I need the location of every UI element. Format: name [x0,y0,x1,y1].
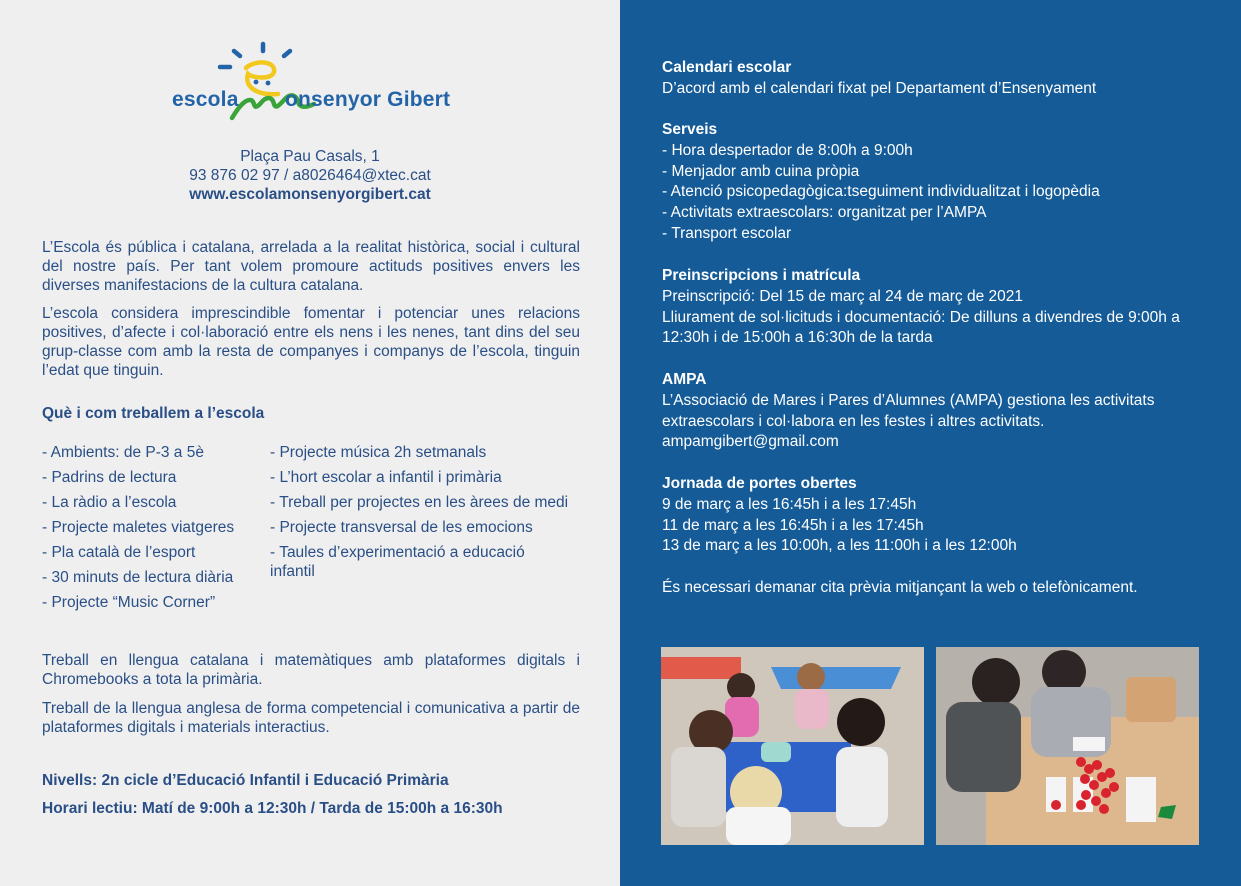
school-logo [168,38,463,128]
list-item: - Taules d’experimentació a educació infantil [270,544,525,580]
work-heading: Què i com treballem a l’escola [42,405,265,422]
photo-children-playing-table [661,647,924,845]
intro-paragraph-1: L’Escola és pública i catalana, arrelada a la realitat històrica, social i cultural del nostre país. Per tant volem promoure actituds positives envers les diverses manifestacions de la cultura catalana. [42,239,580,294]
calendar-text: D’acord amb el calendari fixat pel Departament d’Ensenyament [662,79,1097,97]
intro-paragraph-2: L’escola considera imprescindible fomentar i potenciar unes relacions positives, d’afecte i col·laboració entre els nens i les nenes, tant dins del seu grup-classe com amb la resta de companyes i companys de l’escola, tinguin l’edat que tinguin. [42,305,580,379]
calendar-heading: Calendari escolar [662,59,792,76]
list-item: - Padrins de lectura [42,469,177,486]
ampa-text: L’Associació de Mares i Pares d’Alumnes (AMPA) gestiona les activitats extraescolars i col·labora en les festes i altres activitats. [662,391,1155,430]
enrollment-line-1: Preinscripció: Del 15 de març al 24 de març de 2021 [662,287,1023,305]
list-item: - Treball per projectes en les àrees de medi [270,494,569,511]
levels-line: Nivells: 2n cicle d’Educació Infantil i Educació Primària [42,772,449,789]
address: Plaça Pau Casals, 1 [240,148,380,165]
photo-illustration [936,647,1199,845]
list-item: - Hora despertador de 8:00h a 9:00h [662,141,913,159]
enrollment-section [662,266,1207,349]
digital-paragraph-2: Treball de la llengua anglesa de forma competencial i comunicativa a partir de plataformes digitals i materials interactius. [42,700,580,736]
list-item: - Activitats extraescolars: organitzat per l’AMPA [662,204,987,222]
work-list-column-1 [42,443,267,618]
digital-paragraph-1: Treball en llengua catalana i matemàtiques amb plataformes digitals i Chromebooks a tota la primària. [42,652,580,688]
website-link[interactable]: www.escolamonsenyorgibert.cat [189,186,431,203]
services-heading: Serveis [662,121,718,138]
ampa-heading: AMPA [662,371,707,388]
list-item: - Ambients: de P-3 a 5è [42,444,204,461]
right-panel [620,0,1241,886]
sun-logo-icon [168,38,463,128]
list-item: - Projecte “Music Corner” [42,594,216,611]
schedule-line: Horari lectiu: Matí de 9:00h a 12:30h / Tarda de 15:00h a 16:30h [42,800,503,817]
open-day-date: 13 de març a les 10:00h, a les 11:00h i a les 12:00h [662,537,1017,555]
photo-children-counting-caps [936,647,1199,845]
services-section [662,120,1222,245]
list-item: - Menjador amb cuina pròpia [662,162,860,180]
open-days-note: És necessari demanar cita prèvia mitjançant la web o telefònicament. [662,578,1138,596]
enrollment-line-2: Lliurament de sol·licituds i documentació: De dilluns a divendres de 9:00h a 12:30h i de 15:00h a 16:30h de la tarda [662,308,1180,347]
ampa-section [662,370,1182,453]
left-panel [0,0,620,886]
work-list-column-2 [270,443,590,587]
enrollment-heading: Preinscripcions i matrícula [662,267,861,284]
logo-text-monsenyor-gibert: onsenyor Gibert [285,88,451,111]
list-item: - Projecte música 2h setmanals [270,444,487,461]
open-day-date: 11 de març a les 16:45h i a les 17:45h [662,516,924,534]
list-item: - Transport escolar [662,224,792,242]
list-item: - Pla català de l’esport [42,544,196,561]
open-days-heading: Jornada de portes obertes [662,475,857,492]
list-item: - 30 minuts de lectura diària [42,569,234,586]
calendar-section [662,58,1222,100]
list-item: - La ràdio a l’escola [42,494,177,511]
list-item: - Atenció psicopedagògica:tseguiment individualitzat i logopèdia [662,183,1100,201]
phone-email: 93 876 02 97 / a8026464@xtec.cat [189,167,431,184]
list-item: - L’hort escolar a infantil i primària [270,469,502,486]
photo-illustration [661,647,924,845]
logo-text-escola: escola [172,88,239,111]
open-day-date: 9 de març a les 16:45h i a les 17:45h [662,495,917,513]
list-item: - Projecte maletes viatgeres [42,519,235,536]
ampa-email-link[interactable]: ampamgibert@gmail.com [662,433,839,451]
list-item: - Projecte transversal de les emocions [270,519,533,536]
open-days-section [662,474,1222,599]
